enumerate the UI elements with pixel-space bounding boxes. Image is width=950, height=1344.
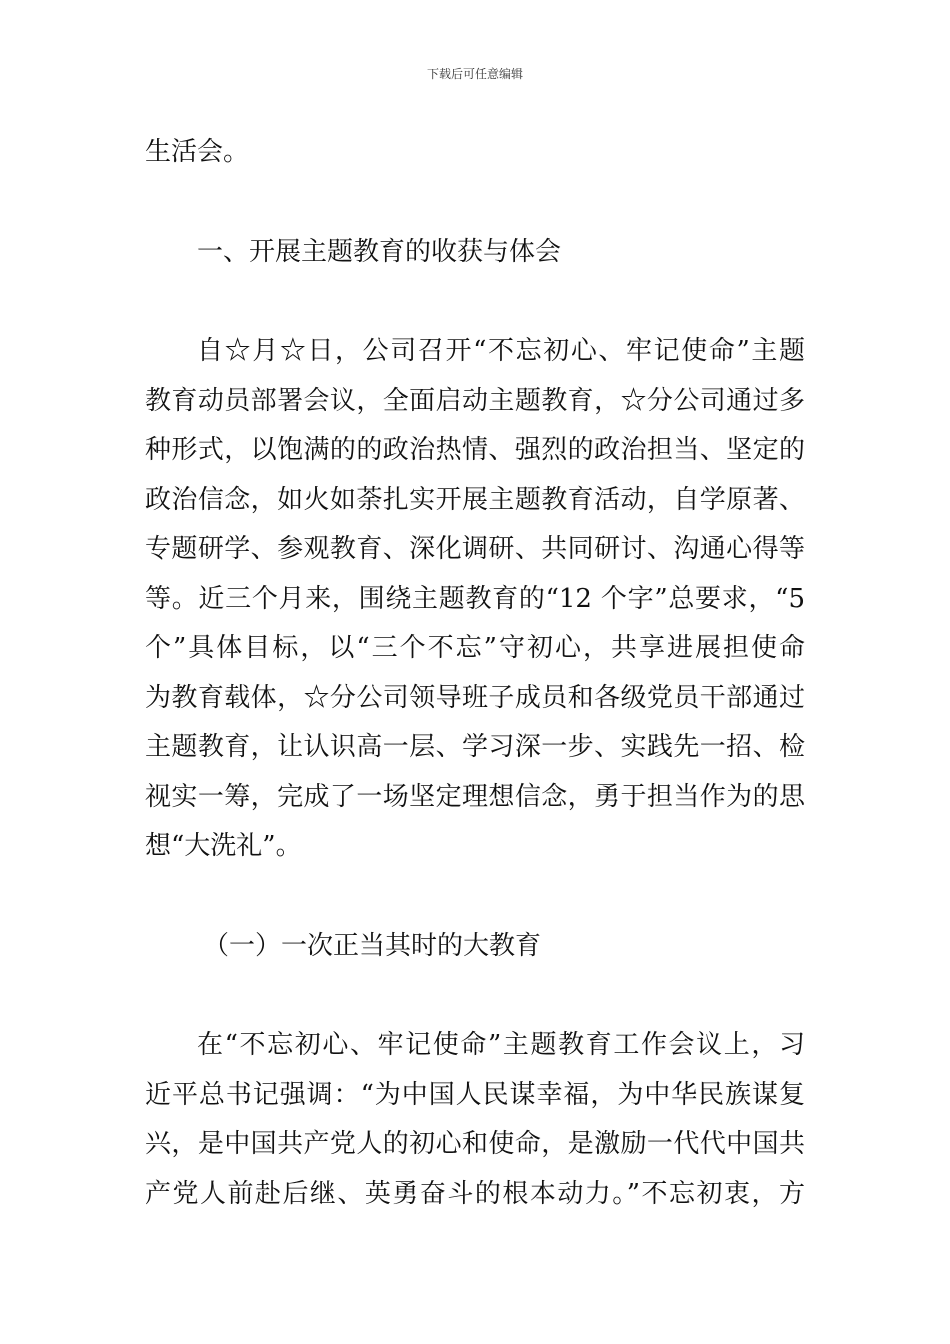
paragraph-line: 等。近三个月来，围绕主题教育的“12 个字”总要求，“5 [145, 583, 805, 614]
paragraph-line: 专题研学、参观教育、深化调研、共同研讨、沟通心得等 [145, 534, 805, 564]
paragraph-line: 想“大洗礼”。 [145, 831, 302, 861]
paragraph-line: 政治信念，如火如荼扎实开展主题教育活动，自学原著、 [145, 484, 805, 515]
paragraph-line: 个”具体目标，以“三个不忘”守初心，共享进展担使命 [145, 633, 805, 663]
page-header-note: 下载后可任意编辑 [426, 67, 523, 81]
paragraph-line: 在“不忘初心、牢记使命”主题教育工作会议上，习 [197, 1030, 805, 1060]
section-heading: 一、开展主题教育的收获与体会 [197, 236, 562, 267]
paragraph-2 [145, 1021, 805, 1219]
paragraph-line: 种形式，以饱满的的政治热情、强烈的政治担当、坚定的 [145, 435, 805, 465]
paragraph-line: 为教育载体，☆分公司领导班子成员和各级党员干部通过 [145, 682, 805, 713]
paragraph-line: 兴，是中国共产党人的初心和使命，是激励一代代中国共 [145, 1129, 805, 1159]
spacer [145, 277, 805, 327]
paragraph-1 [145, 327, 805, 872]
paragraph-line: 自☆月☆日，公司召开“不忘初心、牢记使命”主题 [197, 336, 805, 366]
subsection-heading: （一）一次正当其时的大教育 [203, 930, 542, 961]
paragraph-line: 教育动员部署会议，全面启动主题教育，☆分公司通过多 [145, 385, 805, 416]
spacer [145, 178, 805, 228]
paragraph-line: 主题教育，让认识高一层、学习深一步、实践先一招、检 [145, 732, 805, 762]
spacer [145, 872, 805, 922]
continuation-line: 生活会。 [145, 137, 250, 167]
spacer [145, 971, 805, 1021]
paragraph-line: 视实一筹，完成了一场坚定理想信念，勇于担当作为的思 [145, 781, 805, 812]
paragraph-line: 近平总书记强调：“为中国人民谋幸福，为中华民族谋复 [145, 1079, 805, 1110]
paragraph-line: 产党人前赴后继、英勇奋斗的根本动力。”不忘初衷，方 [145, 1178, 805, 1209]
document-body [145, 128, 805, 1219]
